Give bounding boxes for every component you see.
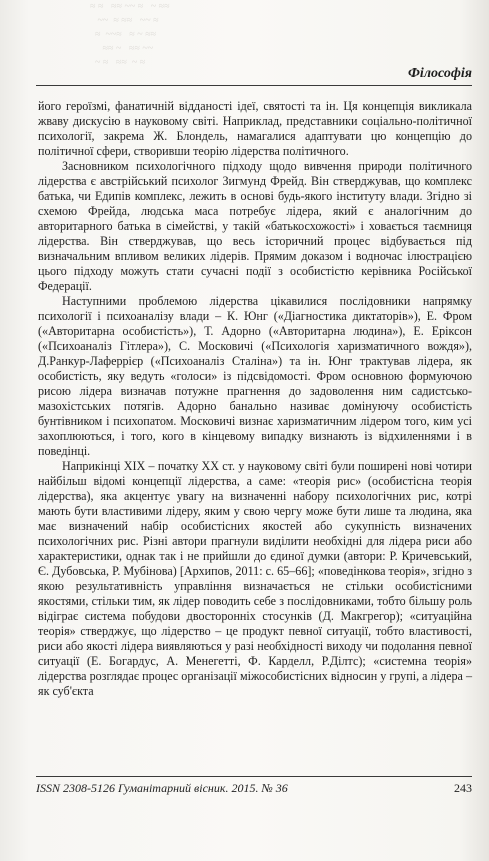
paragraph-freud: Засновником психологічного підходу щодо вивчення природи політичного лідерства є австрійський психолог Зигмунд Фрейд. Він стверджував, що комплекс батька, чи Едипів комплекс, лежить в основі будь-якого інституту влади. Згідно зі схемою Фрейда, людська маса потребує лідера, який є аналогічним до авторитарного батька в сімействі, у такій «батькосхожості» і ховається таємниця лідерства. Він стверджував, що весь історичний процес відбувається під визначальним впливом великих лідерів. Прямим доказом і водночас ілюстрацією цього підходу можуть стати сучасні події з особистістю керівника Російської Федерації.: [38, 159, 472, 293]
footer-rule: [36, 776, 472, 777]
section-title: Філософія: [408, 66, 472, 81]
header-rule: [36, 85, 472, 86]
paragraph-leadership-theories: Наприкінці XIX – початку XX ст. у науковому світі були поширені нові чотири найбільш відомі концепції лідерства, а саме: «теорія рис» (особистісна теорія лідерства), яка акцентує увагу на визначенні набору психологічних рис, котрі мають бути властивими лідеру, яким у свою чергу може бути лише та людина, яка має визначений набір особистісних якостей або сукупність визначених психологічних рис. Різні автори прагнули виділити необхідні для лідера риси або характеристики, однак так і не прийшли до єдиної думки (автори: Р. Кричевський, Є. Дубовська, Р. Мубінова) [Архипов, 2011: с. 65–66]; «поведінкова теорія», згідно з якою результативність управління визначається не стільки особистісними якостями, стільки тим, як лідер поводить себе з послідовниками, тобто більшу роль відіграє система побудови двосторонніх стосунків (Д. Макгрегор); «ситуаційна теорія» стверджує, що лідерство – це продукт певної ситуації, тобто властивості, риси або якості лідера виявляються у разі необхідності виходу чи подолання певної ситуації (Е. Богардус, А. Менегетті, Ф. Карделл, Р.Ділтс); «системна теорія» лідерства розглядає процес організації міжособистісних відносин у групі, а лідера – як суб'єкта: [38, 459, 472, 698]
page-number: 243: [454, 781, 472, 795]
journal-reference: ISSN 2308-5126 Гуманітарний вісник. 2015. № 36: [36, 781, 288, 795]
page-footer: [36, 776, 472, 798]
running-header: [36, 66, 472, 86]
paragraph-psychoanalysis: Наступними проблемою лідерства цікавилися послідовники напрямку психології і психоаналізу влади – К. Юнг («Діагностика диктаторів»), Е. Фром («Авторитарна особистість»), Т. Адорно («Авторитарна людина»), Е. Еріксон («Психоаналіз Гітлера»), С. Московичі («Психологія харизматичного вождя»), Д.Ранкур-Лаферрієр («Психоаналіз Сталіна») та ін. Юнг трактував лідера, як особистість, яку ведуть «голоси» із підсвідомості. Фром основною формуючою рисою лідера визначав потужне прагнення до задоволення ним садистсько-мазохістських потягів. Адорно банально називає домінуючу особистість бунтівником і психопатом. Московичі визнає харизматичним лідером того, ким усі захоплюються, і того, кого в кінцевому випадку визнають із відхиленнями і в поведінці.: [38, 294, 472, 458]
bleed-through-texture: ≈ ≈ ≈≈ ~~ ≈ ~ ≈≈ ~~ ≈ ≈≈ ~~ ≈ ≈ ~~≈ ≈ ~ ≈≈ ≈≈ ~ ≈≈ ~~ ~ ≈ ≈≈ ~ ≈: [90, 1, 170, 68]
paragraph-continuation: його героїзмі, фанатичній відданості ідеї, святості та ін. Ця концепція викликала жваву дискусію в науковому світі. Наприклад, представники соціально-політичної психології, закрема Ж. Блондель, намагалися адаптувати цю концепцію до політичної сфери, створивши теорію лідерства політичного.: [38, 99, 472, 158]
article-body: [38, 99, 472, 759]
